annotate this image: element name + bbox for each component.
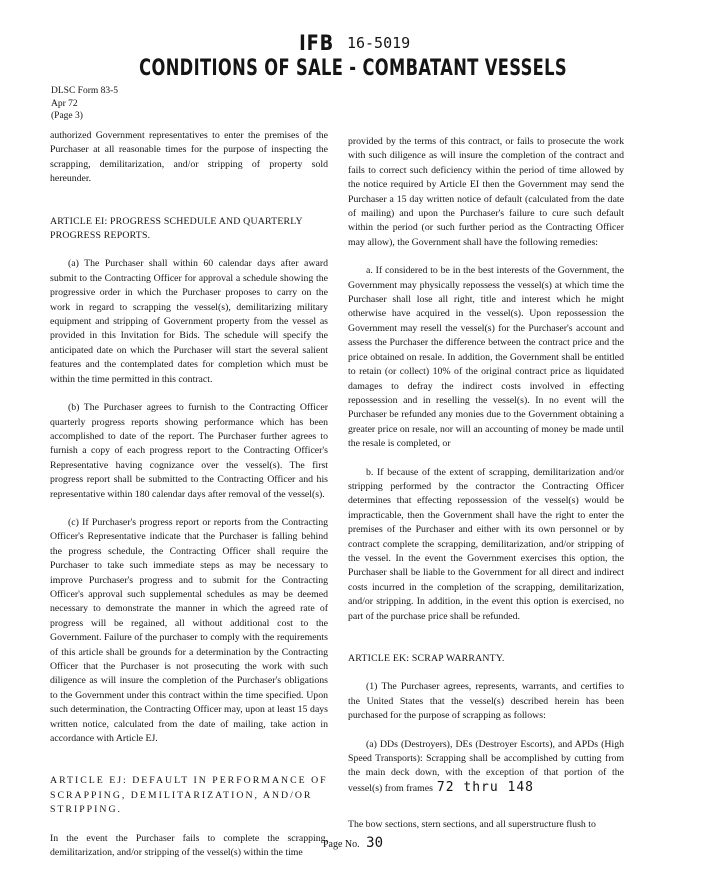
ifb-label: IFB <box>298 31 334 55</box>
paragraph-ej-continuation: provided by the terms of this contract, or fails to prosecute the work with such diligence as will insure the completion of the contract and fails to correct such deficiency within the period of time allowed by the notice required by Article EI then the Government may send the Purchaser a 15 day written notice of default (calculated from the date of mailing) and upon the Purchaser's failure to cure such default within the period (or such further period as the Contracting Officer may allow), the Government shall have the following remedies: <box>348 136 624 248</box>
heading-article-ek: ARTICLE EK: SCRAP WARRANTY. <box>348 653 505 664</box>
paragraph-bow-sections: The bow sections, stern sections, and all superstructure flush to <box>348 819 596 831</box>
form-page: (Page 3) <box>51 111 83 121</box>
paragraph-ek-a-text: (a) DDs (Destroyers), DEs (Destroyer Escorts), and APDs (High Speed Transports): Scrapping shall be accomplished by cutting from the main deck down, with the exception of that portion of the vessel(s) from frames <box>348 738 624 794</box>
paragraph-ek-1: (1) The Purchaser agrees, represents, warrants, and certifies to the United States that the vessel(s) described herein has been purchased for the purpose of scrapping as follows: <box>348 681 624 722</box>
paragraph-ei-c: (c) If Purchaser's progress report or reports from the Contracting Officer's Representative indicate that the Purchaser is falling behind the progress schedule, the Contracting Officer shall require the Purchaser to take such immediate steps as may be necessary to improve Purchaser's progress and to submit for the Contracting Officer's approval such supplemental schedules as may be deemed necessary to demonstrate the manner in which the agreed rate of progress will be regained, all without additional cost to the Government. Failure of the purchaser to comply with the requirements of this article shall be grounds for a determination by the Contracting Officer that the Purchaser is not prosecuting the work with such diligence as will insure the completion of the Purchaser's obligations to the Government under this contract within the time specified. Upon such determination, the Contracting Officer may, upon at least 15 days written notice, calculated from the date of mailing, take action in accordance with Article EJ. <box>50 516 328 745</box>
page-number-label: Page No. <box>322 839 360 850</box>
frames-range: 72 thru 148 <box>436 779 534 795</box>
heading-article-ei: ARTICLE EI: PROGRESS SCHEDULE AND QUARTERLY PROGRESS REPORTS. <box>50 215 303 242</box>
paragraph-continuation: authorized Government representatives to enter the premises of the Purchaser at all reasonable times for the purpose of inspecting the scrapping, demilitarization, and/or stripping of property sold hereunder. <box>50 130 328 185</box>
form-info <box>51 85 118 123</box>
page-title <box>0 56 706 81</box>
form-date: Apr 72 <box>51 98 78 109</box>
page-title-text: CONDITIONS OF SALE - COMBATANT VESSELS <box>139 56 567 81</box>
ifb-number: 16-5019 <box>346 34 411 52</box>
paragraph-remedy-a: a. If considered to be in the best interests of the Government, the Government may physically repossess the vessel(s) at which time the Purchaser shall lose all right, title and interest which he might otherwise have acquired in the vessel(s). Upon repossession the Government may resell the vessel(s) for the Purchaser's account and assess the Purchaser the difference between the contract price and the price obtained on resale. In addition, the Government shall be entitled to retain (or collect) 10% of the original contract price as liquidated damages to defray the indirect costs involved in effecting repossession and in reselling the vessel(s). In no event will the Purchaser be refunded any monies due to the Government obtaining a greater price on resale, nor will an accounting of money be made until the resale is completed, or <box>348 265 624 450</box>
ifb-header <box>0 30 706 59</box>
right-column <box>348 135 624 847</box>
paragraph-ei-b: (b) The Purchaser agrees to furnish to the Contracting Officer quarterly progress reports showing performance which has been accomplished to date of the report. The Purchaser further agrees to furnish a copy of each progress report to the Contracting Officer's Representative having cognizance over the vessel(s). The first progress report shall be submitted to the Contracting Officer and his representative within 180 calendar days after removal of the vessel(s). <box>50 402 328 500</box>
page-footer <box>0 835 706 851</box>
paragraph-remedy-b: b. If because of the extent of scrapping, demilitarization and/or stripping performed by the contractor the Contracting Officer determines that effecting repossession of the vessel(s) would be impracticable, then the Government shall have the right to enter the premises of the Purchaser and either with its own personnel or by contract complete the scrapping, demilitarization, and/or stripping of the vessel. In the event the Government exercises this option, the Purchaser shall be liable to the Government for all direct and indirect costs incurred in the completion of the scrapping, demilitarization, and/or stripping. In addition, in the event this option is exercised, no part of the purchase price shall be refunded. <box>348 466 624 622</box>
page-number: 30 <box>366 835 384 851</box>
paragraph-ek-a <box>348 738 624 797</box>
paragraph-ej: In the event the Purchaser fails to complete the scrapping, demilitarization, and/or stripping of the vessel(s) within the time <box>50 832 328 859</box>
paragraph-ei-a: (a) The Purchaser shall within 60 calendar days after award submit to the Contracting Officer for approval a schedule showing the progressive order in which the Purchaser proposes to carry on the work in regard to scrapping the vessel(s), demilitarizing military equipment and stripping of Government property from the vessel as provided in this Invitation for Bids. The schedule will specify the anticipated date on which the Purchaser will start the several salient features and the contemplated dates for completion which must be within the time permitted in this contract. <box>50 258 328 385</box>
left-column <box>50 129 328 874</box>
form-number: DLSC Form 83-5 <box>51 86 119 96</box>
heading-article-ej: ARTICLE EJ: DEFAULT IN PERFORMANCE OF SCRAPPING, DEMILITARIZATION, AND/OR STRIPPING. <box>50 775 328 816</box>
